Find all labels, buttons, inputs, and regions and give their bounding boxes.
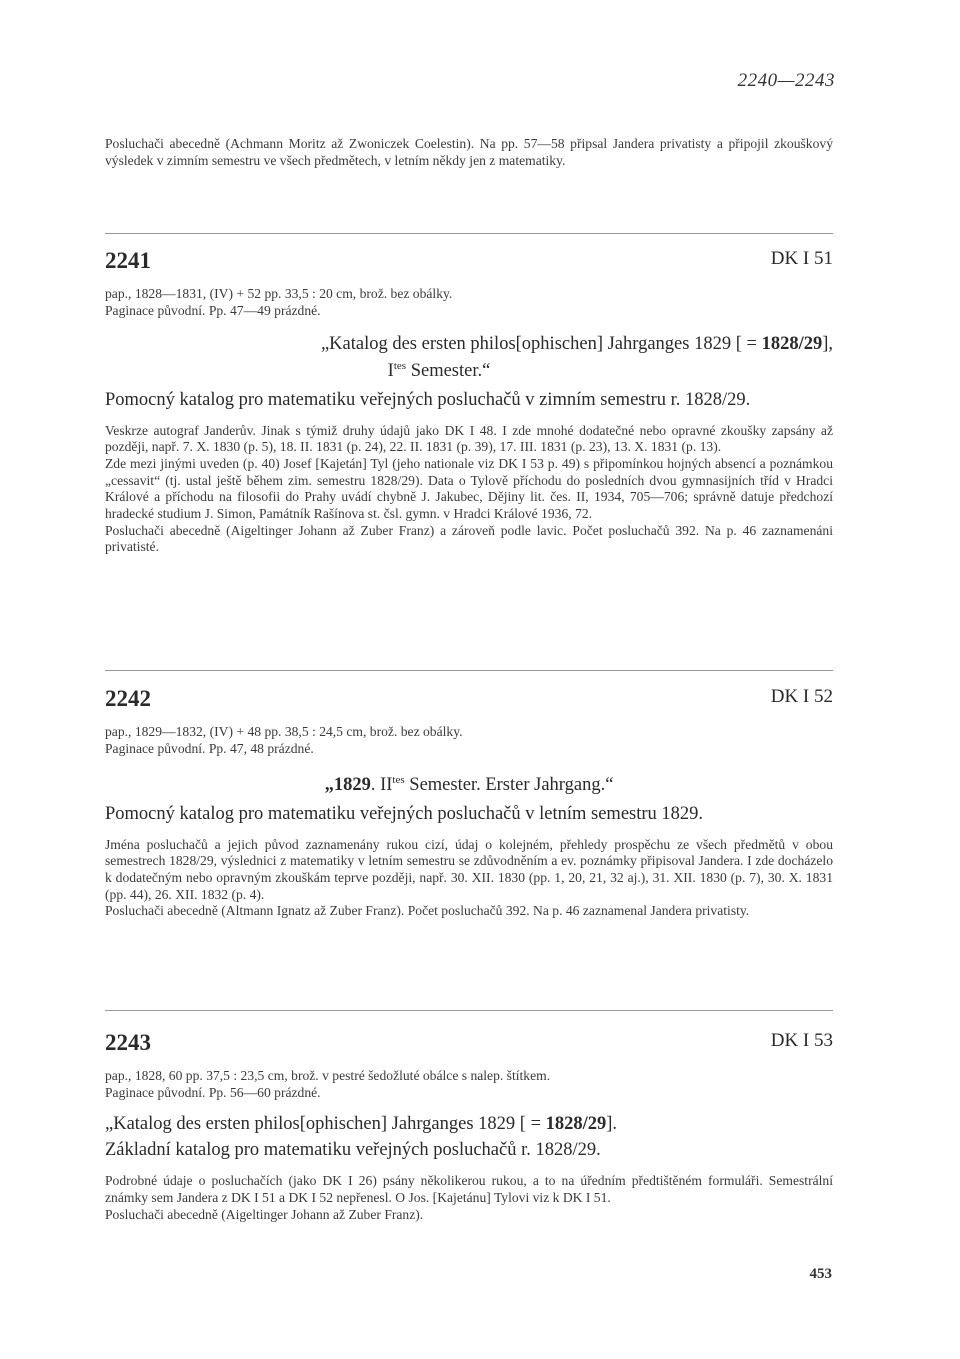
- entry-2241: [105, 248, 833, 556]
- entry-description: [105, 837, 833, 921]
- czech-title: Základní katalog pro matematiku veřejných posluchačů r. 1828/29.: [105, 1140, 601, 1161]
- title-part: „Katalog des ersten philos[ophischen] Jahrganges 1829 [ =: [320, 334, 762, 355]
- czech-title: Pomocný katalog pro matematiku veřejných posluchačů v zimním semestru r. 1828/29.: [105, 389, 751, 410]
- title-line-2: [105, 355, 833, 382]
- title-sup: tes: [392, 774, 405, 787]
- pagination-line: Paginace původní. Pp. 47, 48 prázdné.: [105, 740, 314, 756]
- title-bold: 1828/29: [545, 1114, 607, 1135]
- divider: [105, 233, 833, 234]
- page-range-header: 2240—2243: [737, 70, 835, 91]
- entry-header: [105, 248, 833, 278]
- entry-signature: DK I 51: [770, 248, 833, 269]
- entry-2243: [105, 1030, 833, 1224]
- title-part: „Katalog des ersten philos[ophischen] Jahrganges 1829 [ =: [105, 1114, 546, 1135]
- pagination-line: Paginace původní. Pp. 56—60 prázdné.: [105, 1084, 321, 1100]
- german-title: [105, 769, 833, 796]
- description-paragraph: Posluchači abecedně (Aigeltinger Johann až Zuber Franz) a zároveň podle lavic. Počet posluchačů 392. Na p. 46 zaznamenáni privatisté.: [105, 522, 833, 555]
- description-paragraph: Posluchači abecedně (Aigeltinger Johann až Zuber Franz).: [105, 1206, 424, 1222]
- physical-line: pap., 1828, 60 pp. 37,5 : 23,5 cm, brož. v pestré šedožluté obálce s nalep. štítkem.: [105, 1068, 551, 1083]
- physical-description: [105, 1068, 833, 1101]
- description-paragraph: Posluchači abecedně (Altmann Ignatz až Zuber Franz). Počet posluchačů 392. Na p. 46 zaznamenal Jandera privatisty.: [105, 903, 750, 919]
- page-number: 453: [809, 1266, 832, 1282]
- description-paragraph: Veskrze autograf Janderův. Jinak s týmiž druhy údajů jako DK I 48. I zde mnohé dodatečné nebo opravné zkoušky zapsány až později, např. 7. X. 1830 (p. 5), 18. II. 1831 (p. 24), 22. II. 1831 (p. 39), 17. III. 1831 (p. 23), 13. X. 1831 (p. 13).: [105, 422, 833, 455]
- title-part: I: [387, 361, 394, 382]
- divider: [105, 670, 833, 671]
- entry-signature: DK I 52: [770, 686, 833, 707]
- title-bold: 1828/29: [761, 334, 823, 355]
- divider: [105, 1010, 833, 1011]
- entry-signature: DK I 53: [770, 1030, 833, 1051]
- german-title: [105, 1113, 833, 1135]
- entry-number: 2242: [105, 686, 151, 711]
- entry-number: 2241: [105, 248, 151, 273]
- title-part: ].: [606, 1114, 618, 1135]
- entry-2242: [105, 686, 833, 920]
- title-part: Semester. Erster Jahrgang.“: [404, 775, 614, 796]
- description-paragraph: Zde mezi jinými uveden (p. 40) Josef [Kajetán] Tyl (jeho nationale viz DK I 53 p. 49) s připomínkou hojných absencí a poznámkou „cessavit“ (tj. ustal ještě během zim. semestru 1828/29). Data o Tylově příchodu do posledních dvou gymnasijních tříd v Hradci Králové a příchodu na filosofii do Prahy uvádí chybně J. Jakubec, Dějiny lit. čes. II, 1934, 705—706; správně datuje předchozí hradecké studium J. Simon, Památník Rašínova st. čsl. gymn. v Hradci Králové 1936, 72.: [105, 455, 833, 522]
- title-sup: tes: [393, 360, 407, 373]
- entry-description: [105, 423, 833, 557]
- physical-line: pap., 1828—1831, (IV) + 52 pp. 33,5 : 20 cm, brož. bez obálky.: [105, 286, 453, 301]
- entry-number: 2243: [105, 1030, 151, 1055]
- entry-header: [105, 686, 833, 716]
- description-paragraph: Podrobné údaje o posluchačích (jako DK I 26) psány několikerou rukou, a to na úředním předtištěném formuláři. Semestrální známky sem Jandera z DK I 51 a DK I 52 nepřenesl. O Jos. [Kajetánu] Tylovi viz k DK I 51.: [105, 1173, 833, 1206]
- title-part: . II: [370, 775, 393, 796]
- title-bold: „1829: [324, 775, 371, 796]
- intro-paragraph: [105, 136, 833, 169]
- physical-description: [105, 286, 833, 319]
- title-part: Semester.“: [406, 361, 491, 382]
- entry-description: [105, 1173, 833, 1223]
- czech-title: Pomocný katalog pro matematiku veřejných posluchačů v letním semestru 1829.: [105, 803, 704, 824]
- intro-text: Posluchači abecedně (Achmann Moritz až Zwoniczek Coelestin). Na pp. 57—58 připsal Jandera privatisty a připojil zkouškový výsledek v zimním semestru ve všech předmětech, v letním někdy jen z matematiky.: [105, 136, 833, 168]
- entry-header: [105, 1030, 833, 1060]
- physical-description: [105, 724, 833, 757]
- pagination-line: Paginace původní. Pp. 47—49 prázdné.: [105, 302, 321, 318]
- physical-line: pap., 1829—1832, (IV) + 48 pp. 38,5 : 24,5 cm, brož. bez obálky.: [105, 724, 463, 739]
- german-title: [105, 333, 833, 382]
- title-part: ],: [822, 334, 833, 355]
- description-paragraph: Jména posluchačů a jejich původ zaznamenány rukou cizí, údaj o kolejném, přehledy prospěchu ze všech předmětů v obou semestrech 1828/29, výslednici z matematiky v letním semestru se zdůvodněním a ev. poznámky připisoval Jandera. I zde docházelo k dodatečným nebo opravným zkouškám teprve později, např. 30. XII. 1830 (pp. 1, 20, 21, 32 aj.), 31. XII. 1830 (p. 7), 30. X. 1831 (pp. 44), 26. XII. 1832 (p. 4).: [105, 836, 833, 902]
